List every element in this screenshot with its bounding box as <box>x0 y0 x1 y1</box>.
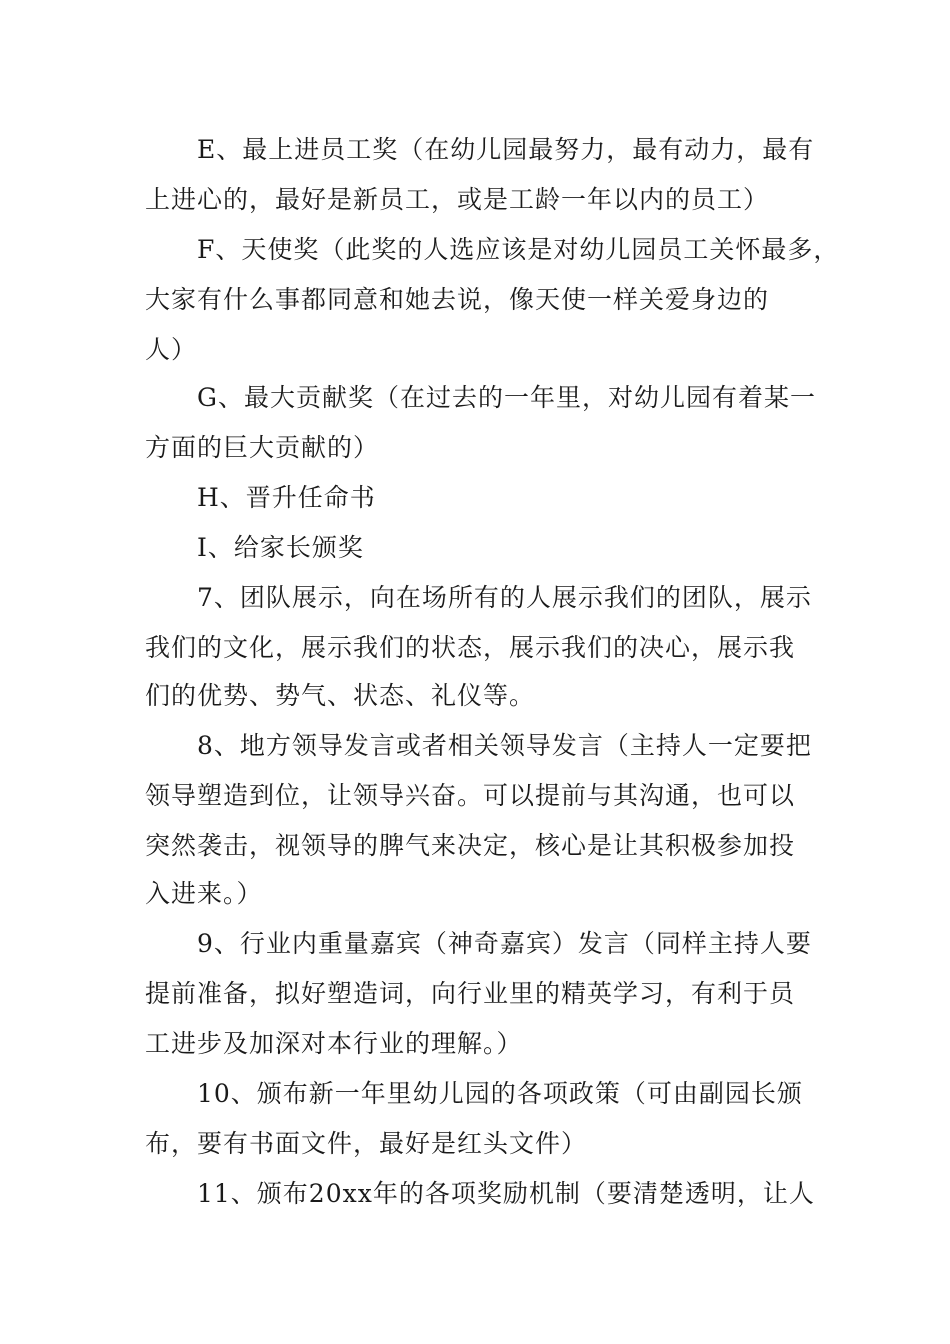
item-11-line-1: 11、颁布20xx年的各项奖励机制（要清楚透明，让人 <box>197 1179 815 1208</box>
item-10-line-1: 10、颁布新一年里幼儿园的各项政策（可由副园长颁 <box>197 1079 803 1108</box>
item-7-line-2: 我们的文化，展示我们的状态，展示我们的决心，展示我 <box>145 633 796 662</box>
award-g-line-2: 方面的巨大贡献的） <box>145 433 380 462</box>
award-f-line-2: 大家有什么事都同意和她去说，像天使一样关爱身边的 <box>145 285 770 314</box>
award-i-line: I、给家长颁奖 <box>197 533 364 562</box>
item-8-line-4: 入进来。） <box>145 879 263 908</box>
item-9-line-2: 提前准备，拟好塑造词，向行业里的精英学习，有利于员 <box>145 979 796 1008</box>
item-10-line-2: 布，要有书面文件，最好是红头文件） <box>145 1129 588 1158</box>
award-e-line-1: E、最上进员工奖（在幼儿园最努力，最有动力，最有 <box>197 135 815 164</box>
award-e-line-2: 上进心的，最好是新员工，或是工龄一年以内的员工） <box>145 185 770 214</box>
award-f-line-1: F、天使奖（此奖的人选应该是对幼儿园员工关怀最多， <box>197 235 840 264</box>
award-f-line-3: 人） <box>145 335 198 364</box>
award-g-line-1: G、最大贡献奖（在过去的一年里，对幼儿园有着某一 <box>197 383 816 412</box>
item-9-line-3: 工进步及加深对本行业的理解。） <box>145 1029 523 1058</box>
item-7-line-1: 7、团队展示，向在场所有的人展示我们的团队，展示 <box>197 583 812 612</box>
item-8-line-3: 突然袭击，视领导的脾气来决定，核心是让其积极参加投 <box>145 831 796 860</box>
item-8-line-2: 领导塑造到位，让领导兴奋。可以提前与其沟通，也可以 <box>145 781 796 810</box>
item-7-line-3: 们的优势、势气、状态、礼仪等。 <box>145 681 536 710</box>
item-9-line-1: 9、行业内重量嘉宾（神奇嘉宾）发言（同样主持人要 <box>197 929 812 958</box>
item-8-line-1: 8、地方领导发言或者相关领导发言（主持人一定要把 <box>197 731 812 760</box>
award-h-line: H、晋升任命书 <box>197 483 376 512</box>
